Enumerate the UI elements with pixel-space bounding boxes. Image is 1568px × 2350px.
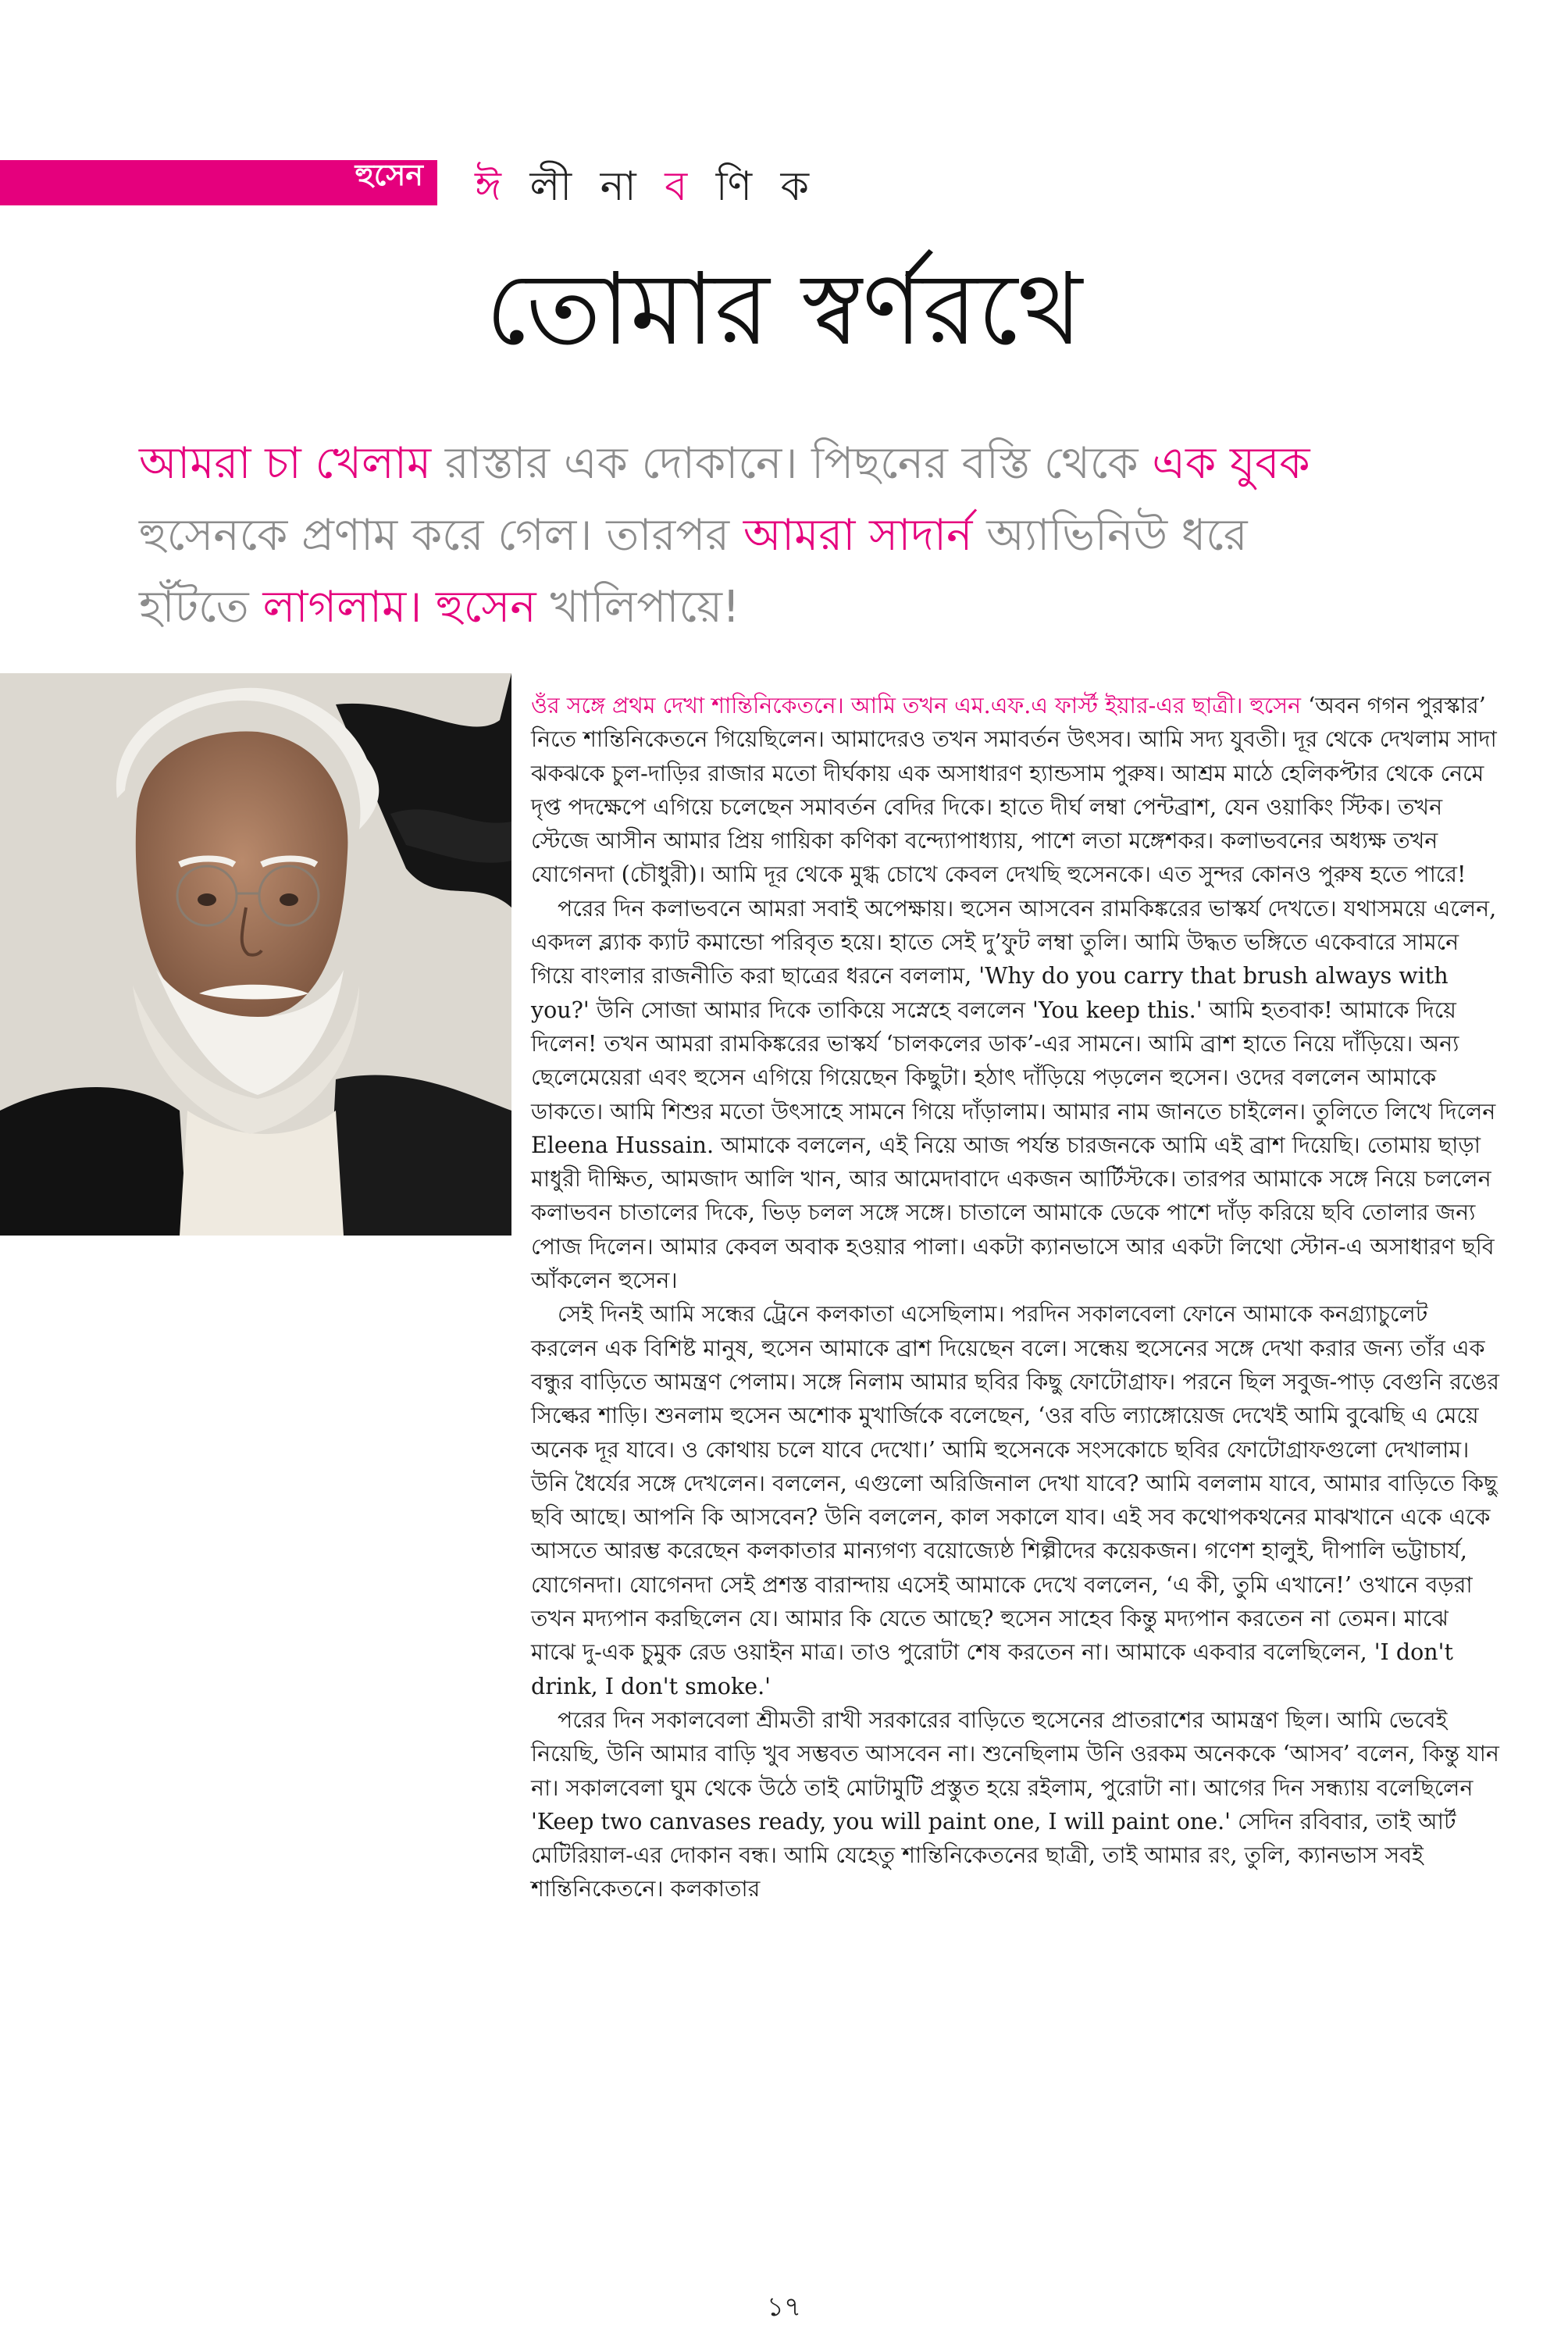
portrait-photo bbox=[0, 673, 511, 1236]
article-lead: ওঁর সঙ্গে প্রথম দেখা শান্তিনিকেতনে। আমি তখন এম.এফ.এ ফার্স্ট ইয়ার-এর ছাত্রী। হুসেন bbox=[531, 693, 1302, 719]
author-byline bbox=[475, 155, 817, 223]
article-title: তোমার স্বর্ণরথে bbox=[485, 251, 1083, 368]
article-paragraph: পরের দিন সকালবেলা শ্রীমতী রাখী সরকারের বাড়িতে হুসেনের প্রাতরাশের আমন্ত্রণ ছিল। আমি ভেবেই নিয়েছি, উনি আমার বাড়ি খুব সম্ভবত আসবেন না। শুনেছিলাম উনি ওরকম অনেককে ‘আসব’ বলেন, কিন্তু যান না। সকালবেলা ঘুম থেকে উঠে তাই মোটামুটি প্রস্তুত হয়ে রইলাম, পুরোটা না। আগের দিন সন্ধ্যায় বলেছিলেন 'Keep two canvases ready, you will paint one, I will paint one.' সেদিন রবিবার, তাই আর্ট মেটিরিয়াল-এর দোকান বন্ধ। আমি যেহেতু শান্তিনিকেতনের ছাত্রী, তাই আমার রং, তুলি, ক্যানভাস সবই শান্তিনিকেতনে। কলকাতার bbox=[531, 1706, 1499, 1902]
article-body bbox=[531, 689, 1499, 1906]
byline-part: ণি ক bbox=[715, 163, 818, 210]
deck-text: অ্যাভিনিউ ধরে হাঁটতে bbox=[139, 510, 1248, 633]
deck-text: রাস্তার এক দোকানে। পিছনের বস্তি থেকে bbox=[431, 438, 1153, 489]
deck-highlight: এক যুবক bbox=[1152, 438, 1310, 489]
pull-quote bbox=[139, 428, 1357, 644]
page-number: ১৭ bbox=[766, 2291, 802, 2323]
byline-part: ঈ bbox=[475, 163, 509, 210]
article-paragraph: পরের দিন কলাভবনে আমরা সবাই অপেক্ষায়। হুসেন আসবেন রামকিঙ্করের ভাস্কর্য দেখতে। যথাসময়ে এলেন, একদল ব্ল্যাক ক্যাট কমান্ডো পরিবৃত হয়ে। হাতে সেই দু’ফুট লম্বা তুলি। আমি উদ্ধত ভঙ্গিতে একেবারে সামনে গিয়ে বাংলার রাজনীতি করা ছাত্রের ধরনে বললাম, 'Why do you carry that brush always with you?' উনি সোজা আমার দিকে তাকিয়ে সস্নেহে বললেন 'You keep this.' আমি হতবাক! আমাকে দিয়ে দিলেন! তখন আমরা রামকিঙ্করের ভাস্কর্য ‘চালকলের ডাক’-এর সামনে। আমি ব্রাশ হাতে নিয়ে দাঁড়িয়ে। অন্য ছেলেমেয়েরা এবং হুসেন এগিয়ে গিয়েছেন কিছুটা। হঠাৎ দাঁড়িয়ে পড়লেন হুসেন। ওদের বললেন আমাকে ডাকতে। আমি শিশুর মতো উৎসাহে সামনে গিয়ে দাঁড়ালাম। আমার নাম জানতে চাইলেন। তুলিতে লিখে দিলেন Eleena Hussain. আমাকে বললেন, এই নিয়ে আজ পর্যন্ত চারজনকে আমি এই ব্রাশ দিয়েছি। তোমায় ছাড়া মাধুরী দীক্ষিত, আমজাদ আলি খান, আর আমেদাবাদে একজন আর্টিস্টকে। তারপর আমাকে সঙ্গে নিয়ে চললেন কলাভবন চাতালের দিকে, ভিড় চলল সঙ্গে সঙ্গে। চাতালে আমাকে ডেকে পাশে দাঁড় করিয়ে ছবি তোলার জন্য পোজ দিলেন। আমার কেবল অবাক হওয়ার পালা। একটা ক্যানভাসে আর একটা লিথো স্টোন-এ অসাধারণ ছবি আঁকলেন হুসেন। bbox=[531, 895, 1497, 1294]
article-paragraph bbox=[531, 689, 1499, 892]
deck-highlight: লাগলাম। হুসেন bbox=[262, 582, 536, 633]
byline-part: ব bbox=[665, 163, 696, 210]
deck-text: হুসেনকে প্রণাম করে গেল। তারপর bbox=[139, 510, 743, 561]
article-paragraph: সেই দিনই আমি সন্ধের ট্রেনে কলকাতা এসেছিলাম। পরদিন সকালবেলা ফোনে আমাকে কনগ্র্যাচুলেট করলেন এক বিশিষ্ট মানুষ, হুসেন আমাকে ব্রাশ দিয়েছেন বলে। সন্ধেয় হুসেনের সঙ্গে দেখা করার জন্য তাঁর এক বন্ধুর বাড়িতে আমন্ত্রণ পেলাম। সঙ্গে নিলাম আমার ছবির কিছু ফোটোগ্রাফ। পরনে ছিল সবুজ-পাড় বেগুনি রঙের সিল্কের শাড়ি। শুনলাম হুসেন অশোক মুখার্জিকে বলেছেন, ‘ওর বডি ল্যাঙ্গোয়েজ দেখেই আমি বুঝেছি এ মেয়ে অনেক দূর যাবে। ও কোথায় চলে যাবে দেখো।’ আমি হুসেনকে সংসকোচে ছবির ফোটোগ্রাফগুলো দেখালাম। উনি ধৈর্যের সঙ্গে দেখলেন। বললেন, এগুলো অরিজিনাল দেখা যাবে? আমি বললাম যাবে, আমার বাড়িতে কিছু ছবি আছে। আপনি কি আসবেন? উনি বললেন, কাল সকালে যাব। এই সব কথোপকথনের মাঝখানে একে একে আসতে আরম্ভ করেছেন কলকাতার মান্যগণ্য বয়োজ্যেষ্ঠ শিল্পীদের কয়েকজন। গণেশ হালুই, দীপালি ভট্টাচার্য, যোগেনদা। যোগেনদা সেই প্রশস্ত বারান্দায় এসেই আমাকে দেখে বললেন, ‘এ কী, তুমি এখানে!’ ওখানে বড়রা তখন মদ্যপান করছিলেন যে। আমার কি যেতে আছে? হুসেন সাহেব কিন্তু মদ্যপান করতেন না তেমন। মাঝে মাঝে দু-এক চুমুক রেড ওয়াইন মাত্র। তাও পুরোটা শেষ করতেন না। আমাকে একবার বলেছিলেন, 'I don't drink, I don't smoke.' bbox=[531, 1301, 1499, 1699]
deck-highlight: আমরা চা খেলাম bbox=[139, 438, 432, 489]
section-label: হুসেন bbox=[355, 158, 423, 192]
deck-text: খালিপায়ে! bbox=[536, 582, 740, 633]
deck-highlight: আমরা সাদার্ন bbox=[743, 510, 973, 561]
byline-part: লী না bbox=[529, 163, 665, 210]
portrait-illustration bbox=[0, 673, 511, 1236]
article-text: ‘অবন গগন পুরস্কার’ নিতে শান্তিনিকেতনে গিয়েছিলেন। আমাদেরও তখন সমাবর্তন উৎসব। আমি সদ্য যুবতী। দূর থেকে দেখলাম সাদা ঝকঝকে চুল-দাড়ির রাজার মতো দীর্ঘকায় এক অসাধারণ হ্যান্ডসাম পুরুষ। আশ্রম মাঠে হেলিকপ্টার থেকে নেমে দৃপ্ত পদক্ষেপে এগিয়ে চলেছেন সমাবর্তন বেদির দিকে। হাতে দীর্ঘ লম্বা পেন্টব্রাশ, যেন ওয়াকিং স্টিক। তখন স্টেজে আসীন আমার প্রিয় গায়িকা কণিকা বন্দ্যোপাধ্যায়, পাশে লতা মঙ্গেশকর। কলাভবনের অধ্যক্ষ তখন যোগেনদা (চৌধুরী)। আমি দূর থেকে মুগ্ধ চোখে কেবল দেখছি হুসেনকে। এত সুন্দর কোনও পুরুষ হতে পারে! bbox=[531, 693, 1497, 888]
section-bar bbox=[0, 160, 437, 205]
